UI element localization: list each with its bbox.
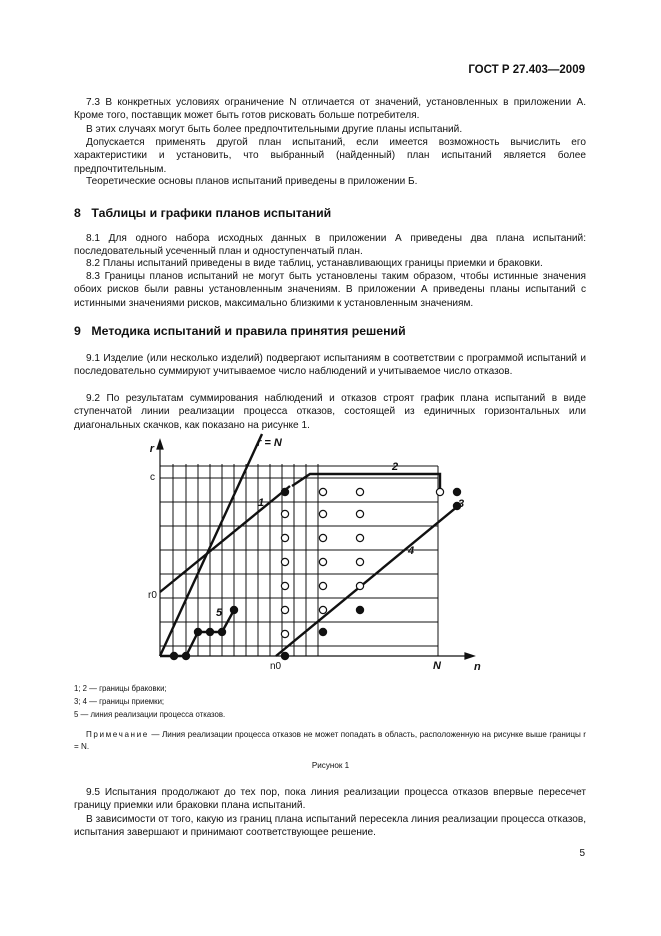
- marker-open: [436, 488, 443, 495]
- label-curve-5: 5: [216, 607, 223, 619]
- marker-open: [281, 606, 288, 613]
- paragraph-7-3-b: В этих случаях могут быть более предпочтительными другие планы испытаний.: [86, 124, 463, 135]
- marker-open: [356, 488, 363, 495]
- section-8-number: 8: [74, 206, 81, 220]
- label-n0: n0: [270, 661, 282, 672]
- marker-open: [356, 582, 363, 589]
- legend-line-1: 1; 2 — границы браковки;: [74, 684, 167, 693]
- paragraph-9-5-b: В зависимости от того, какую из границ плана испытаний пересекла линия реализации процесса отказов, испытания завершают и принимают соответствующее решение.: [74, 814, 586, 839]
- paragraph-9-2: 9.2 По результатам суммирования наблюдений и отказов строят график плана испытаний в виде ступенчатой линии реализации процесса отказов, состоящей из единичных горизонтальных или диагональных скачков, как показано на рисунке 1.: [74, 393, 586, 431]
- boundary-2: [292, 474, 440, 496]
- label-c: c: [150, 472, 155, 483]
- marker-open: [356, 534, 363, 541]
- marker-open: [281, 510, 288, 517]
- paragraph-8-2: 8.2 Планы испытаний приведены в виде таблиц, устанавливающих границы приемки и браковки.: [86, 258, 543, 269]
- marker-filled: [230, 606, 237, 613]
- marker-filled: [170, 652, 177, 659]
- paragraph-9-5: 9.5 Испытания продолжают до тех пор, пока линия реализации процесса отказов впервые пересечет границу приемки или браковки плана испытаний.: [74, 787, 586, 812]
- page-number: 5: [579, 848, 585, 859]
- note-text: — Линия реализации процесса отказов не может попадать в область, расположенную на рисунке выше границы r = N.: [74, 730, 586, 751]
- label-r0: r0: [148, 590, 157, 601]
- marker-filled: [453, 488, 460, 495]
- marker-filled: [281, 488, 288, 495]
- label-y-axis: r: [149, 443, 154, 455]
- marker-filled: [182, 652, 189, 659]
- marker-open: [319, 510, 326, 517]
- label-N: N: [433, 660, 441, 672]
- section-8-heading: [74, 206, 331, 220]
- paragraph-7-3: 7.3 В конкретных условиях ограничение N отличается от значений, установленных в приложении А. Кроме того, поставщик может быть готов рисковать больше потребителя.: [74, 97, 586, 122]
- label-curve-2: 2: [392, 461, 399, 473]
- figure-1: [140, 437, 481, 680]
- y-axis-arrow: [157, 440, 163, 449]
- figure-note: [74, 729, 586, 753]
- grid: [160, 464, 438, 656]
- marker-open: [319, 582, 326, 589]
- marker-filled: [281, 652, 288, 659]
- section-8-title: Таблицы и графики планов испытаний: [91, 206, 332, 220]
- marker-open: [356, 510, 363, 517]
- boundary-4: [276, 506, 458, 656]
- marker-open: [319, 606, 326, 613]
- label-curve-1: 1: [258, 497, 265, 509]
- label-curve-3: 3: [458, 498, 465, 510]
- figure-1-chart: [140, 437, 481, 680]
- marker-filled: [218, 628, 225, 635]
- x-axis-arrow: [465, 653, 474, 659]
- paragraph-9-1: 9.1 Изделие (или несколько изделий) подвергают испытаниям в соответствии с программой испытаний и последовательно суммируют учитываемое число наблюдений и учитываемое число отказов.: [74, 353, 586, 378]
- marker-open: [319, 488, 326, 495]
- label-r-equals-N: r = N: [257, 437, 282, 449]
- paragraph-8-1: 8.1 Для одного набора исходных данных в приложении А приведены два плана испытаний: последовательный усеченный план и одноступенчатый план.: [74, 233, 586, 258]
- paragraph-8-3: 8.3 Границы планов испытаний не могут быть установлены таким образом, чтобы истинные значения обоих рисков были равны установленным значениям. В приложении А приведены планы испытаний с истинными значениями рисков, максимально близкими к установленным значениям.: [74, 271, 586, 309]
- marker-filled: [194, 628, 201, 635]
- marker-open: [281, 558, 288, 565]
- marker-open: [281, 630, 288, 637]
- marker-open: [281, 534, 288, 541]
- legend-line-3: 5 — линия реализации процесса отказов.: [74, 710, 226, 719]
- marker-filled: [206, 628, 213, 635]
- label-curve-4: 4: [408, 545, 415, 557]
- marker-open: [356, 558, 363, 565]
- paragraph-7-3-d: Теоретические основы планов испытаний приведены в приложении Б.: [86, 176, 418, 187]
- marker-open: [319, 558, 326, 565]
- legend-line-2: 3; 4 — границы приемки;: [74, 697, 165, 706]
- marker-open: [319, 534, 326, 541]
- paragraph-7-3-c: Допускается применять другой план испытаний, если имеется возможность вычислить его характеристики и установить, что выбранный (найденный) план испытаний является более предпочтительным.: [74, 137, 586, 175]
- section-9-heading: [74, 324, 406, 338]
- marker-open: [281, 582, 288, 589]
- marker-filled: [319, 628, 326, 635]
- section-9-number: 9: [74, 324, 81, 338]
- section-9-title: Методика испытаний и правила принятия решений: [91, 324, 406, 338]
- label-x-axis: n: [474, 661, 481, 673]
- boundary-r-equals-N: [160, 434, 265, 656]
- note-prefix: Примечание: [86, 730, 149, 739]
- figure-caption: Рисунок 1: [311, 761, 350, 770]
- marker-filled: [356, 606, 363, 613]
- document-header: ГОСТ Р 27.403—2009: [468, 64, 585, 76]
